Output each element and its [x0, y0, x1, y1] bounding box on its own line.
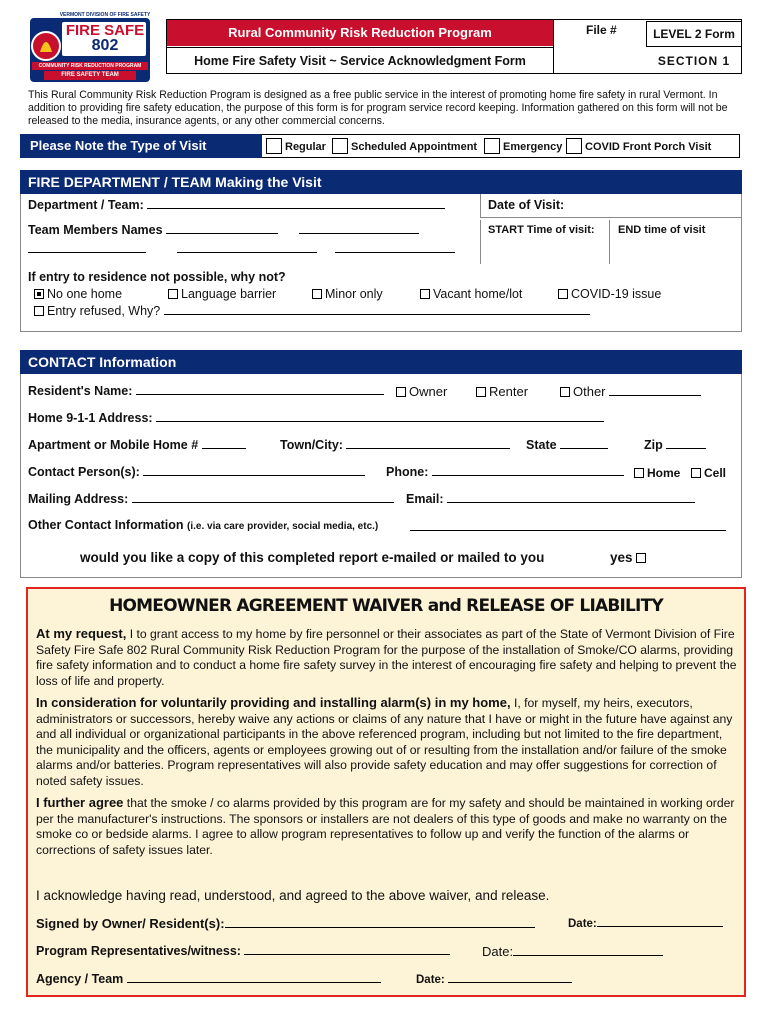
logo-program: COMMUNITY RISK REDUCTION PROGRAM [38, 63, 142, 69]
waiver-paragraph-1: At my request, I to grant access to my home by fire personnel or their associates as part of the State of Vermont Division of Fire Safety Fire Safe 802 Rural Community Risk Reduction Program for the purpose of the installation of Smoke/CO alarms, providing fire safety information and to conduct a home fire safety survey in the interest of encouraging fire safety and helping to prevent the loss of life and property. [36, 626, 737, 688]
entry-no-one-home-checkbox[interactable] [34, 289, 44, 299]
resident-name-field[interactable] [136, 394, 384, 395]
waiver-body [36, 626, 738, 858]
copy-yes-checkbox[interactable] [636, 553, 646, 563]
team-member-field-5[interactable] [335, 252, 455, 253]
agency-date: Date: [416, 974, 572, 986]
signature-field[interactable] [225, 927, 535, 928]
visit-covid-checkbox[interactable] [566, 138, 582, 154]
waiver-paragraph-2: In consideration for voluntarily providing and installing alarm(s) in my home, I, for myself, my heirs, executors, administrators or successors, hereby waive any actions or claims of any nature that I have or might in the future have against any and all individual or organizational participants in the above referenced program, including but not limited to the fire department, the municipality and the officers, agents or employees growing out of or resulting from the installation and/or failure of the smoke alarms and/or batteries. Program representatives will also provide safety education and may offer suggestions for correction of noted safety issues. [36, 695, 733, 788]
entry-minor-only-checkbox[interactable] [312, 289, 322, 299]
file-number-label: File # [586, 23, 617, 37]
cell-phone-option[interactable]: Cell [691, 466, 726, 480]
visit-type-label: Please Note the Type of Visit [20, 134, 262, 158]
entry-covid[interactable]: COVID-19 issue [558, 287, 661, 301]
team-member-field-3[interactable] [28, 252, 146, 253]
phone-field[interactable] [432, 475, 624, 476]
signed-row: Signed by Owner/ Resident(s): [36, 916, 535, 931]
email-row: Email: [406, 492, 695, 506]
fire-dept-heading: FIRE DEPARTMENT / TEAM Making the Visit [20, 170, 742, 194]
mailing-row: Mailing Address: [28, 492, 394, 506]
acknowledgment-text: I acknowledge having read, understood, and agreed to the above waiver, and release. [36, 888, 550, 903]
other-checkbox[interactable] [560, 387, 570, 397]
renter-option[interactable]: Renter [476, 384, 528, 399]
apartment-row: Apartment or Mobile Home # [28, 438, 246, 452]
visit-scheduled[interactable]: Scheduled Appointment [332, 138, 477, 154]
state-field[interactable] [560, 448, 608, 449]
fire-safe-logo [28, 12, 152, 84]
team-members-row-2 [28, 240, 455, 258]
agency-date-field[interactable] [448, 982, 572, 983]
logo-team: FIRE SAFETY TEAM [61, 72, 119, 78]
entry-vacant-checkbox[interactable] [420, 289, 430, 299]
date-of-visit-label: Date of Visit: [488, 198, 565, 212]
rep-date: Date: [482, 944, 663, 959]
entry-language-barrier[interactable]: Language barrier [168, 287, 276, 301]
form-title: Home Fire Safety Visit ~ Service Acknowledgment Form [167, 47, 553, 74]
home-phone-option[interactable]: Home [634, 466, 680, 480]
state-row: State [526, 438, 608, 452]
team-member-field-2[interactable] [299, 233, 419, 234]
contact-person-row: Contact Person(s): [28, 465, 365, 479]
agency-row: Agency / Team [36, 972, 381, 986]
visit-emergency-checkbox[interactable] [484, 138, 500, 154]
entry-refused-field[interactable] [164, 314, 590, 315]
header-divider [553, 19, 554, 74]
team-members-label: Team Members Names [28, 223, 419, 237]
start-time-label: START Time of visit: [488, 224, 595, 236]
copy-yes-option[interactable]: yes [610, 550, 649, 565]
department-label: Department / Team: [28, 198, 445, 212]
visit-regular-checkbox[interactable] [266, 138, 282, 154]
agency-field[interactable] [127, 982, 381, 983]
signed-date-field[interactable] [597, 926, 723, 927]
entry-minor-only[interactable]: Minor only [312, 287, 383, 301]
other-contact-field[interactable] [410, 530, 726, 531]
entry-options-row [34, 287, 734, 301]
home-phone-checkbox[interactable] [634, 468, 644, 478]
entry-refused-checkbox[interactable] [34, 306, 44, 316]
department-field[interactable] [147, 208, 445, 209]
zip-field[interactable] [666, 448, 706, 449]
program-title: Rural Community Risk Reduction Program [167, 20, 553, 46]
level-label: LEVEL 2 Form [653, 27, 735, 41]
phone-row: Phone: [386, 465, 624, 479]
waiver-title: HOMEOWNER AGREEMENT WAIVER and RELEASE OF LIABILITY [109, 596, 663, 616]
email-field[interactable] [447, 502, 695, 503]
apartment-field[interactable] [202, 448, 246, 449]
team-member-field-1[interactable] [166, 233, 278, 234]
contact-person-field[interactable] [143, 475, 365, 476]
cell-phone-checkbox[interactable] [691, 468, 701, 478]
entry-question: If entry to residence not possible, why not? [28, 270, 286, 284]
visit-scheduled-checkbox[interactable] [332, 138, 348, 154]
owner-option[interactable]: Owner [396, 384, 447, 399]
intro-text: This Rural Community Risk Reduction Program is designed as a free public service in the interest of promoting home fire safety in rural Vermont. In addition to providing fire safety education, the purpose of this form is for program service record keeping. Information gathered on this form will not be released to the media, insurance agents, or any other commercial concerns. [28, 89, 728, 127]
entry-no-one-home[interactable]: No one home [34, 287, 122, 301]
entry-language-barrier-checkbox[interactable] [168, 289, 178, 299]
end-time-label[interactable]: END time of visit [618, 224, 706, 236]
copy-question: would you like a copy of this completed report e-mailed or mailed to you [80, 550, 545, 565]
owner-checkbox[interactable] [396, 387, 406, 397]
entry-covid-checkbox[interactable] [558, 289, 568, 299]
renter-checkbox[interactable] [476, 387, 486, 397]
signed-date: Date: [568, 918, 723, 930]
mailing-field[interactable] [132, 502, 394, 503]
representative-row: Program Representatives/witness: [36, 944, 450, 958]
section-label: SECTION 1 [657, 54, 731, 68]
logo-top-text: VERMONT DIVISION OF FIRE SAFETY [59, 12, 151, 18]
contact-heading: CONTACT Information [20, 350, 742, 374]
logo-fire-safe: FIRE SAFE [65, 22, 145, 39]
town-row: Town/City: [280, 438, 510, 452]
rep-date-field[interactable] [513, 955, 663, 956]
home-address-row: Home 9-1-1 Address: [28, 411, 604, 425]
waiver-paragraph-3: I further agree that the smoke / co alarms provided by this program are for my safety and should be maintained in working order per the manufacturer's instructions. The sponsors or installers are not dealers of this type of goods and make no warranty on the smoke co or bedside alarms. I agree to allow program representatives to follow up and verify the function of the alarms or corrections of safety issues later. [36, 795, 735, 857]
other-contact-row: Other Contact Information (i.e. via care provider, social media, etc.) [28, 518, 379, 532]
visit-covid[interactable]: COVID Front Porch Visit [566, 138, 711, 154]
town-field[interactable] [346, 448, 510, 449]
team-member-field-4[interactable] [177, 252, 317, 253]
representative-field[interactable] [244, 954, 450, 955]
zip-row: Zip [644, 438, 706, 452]
visit-emergency[interactable]: Emergency [484, 138, 562, 154]
home-address-field[interactable] [156, 421, 604, 422]
logo-number: 802 [91, 37, 119, 54]
other-option[interactable]: Other [560, 384, 701, 399]
entry-vacant[interactable]: Vacant home/lot [420, 287, 522, 301]
other-field[interactable] [609, 395, 701, 396]
resident-name-row: Resident's Name: [28, 384, 384, 398]
entry-refused[interactable]: Entry refused, Why? [34, 304, 590, 318]
visit-regular[interactable]: Regular [266, 138, 326, 154]
